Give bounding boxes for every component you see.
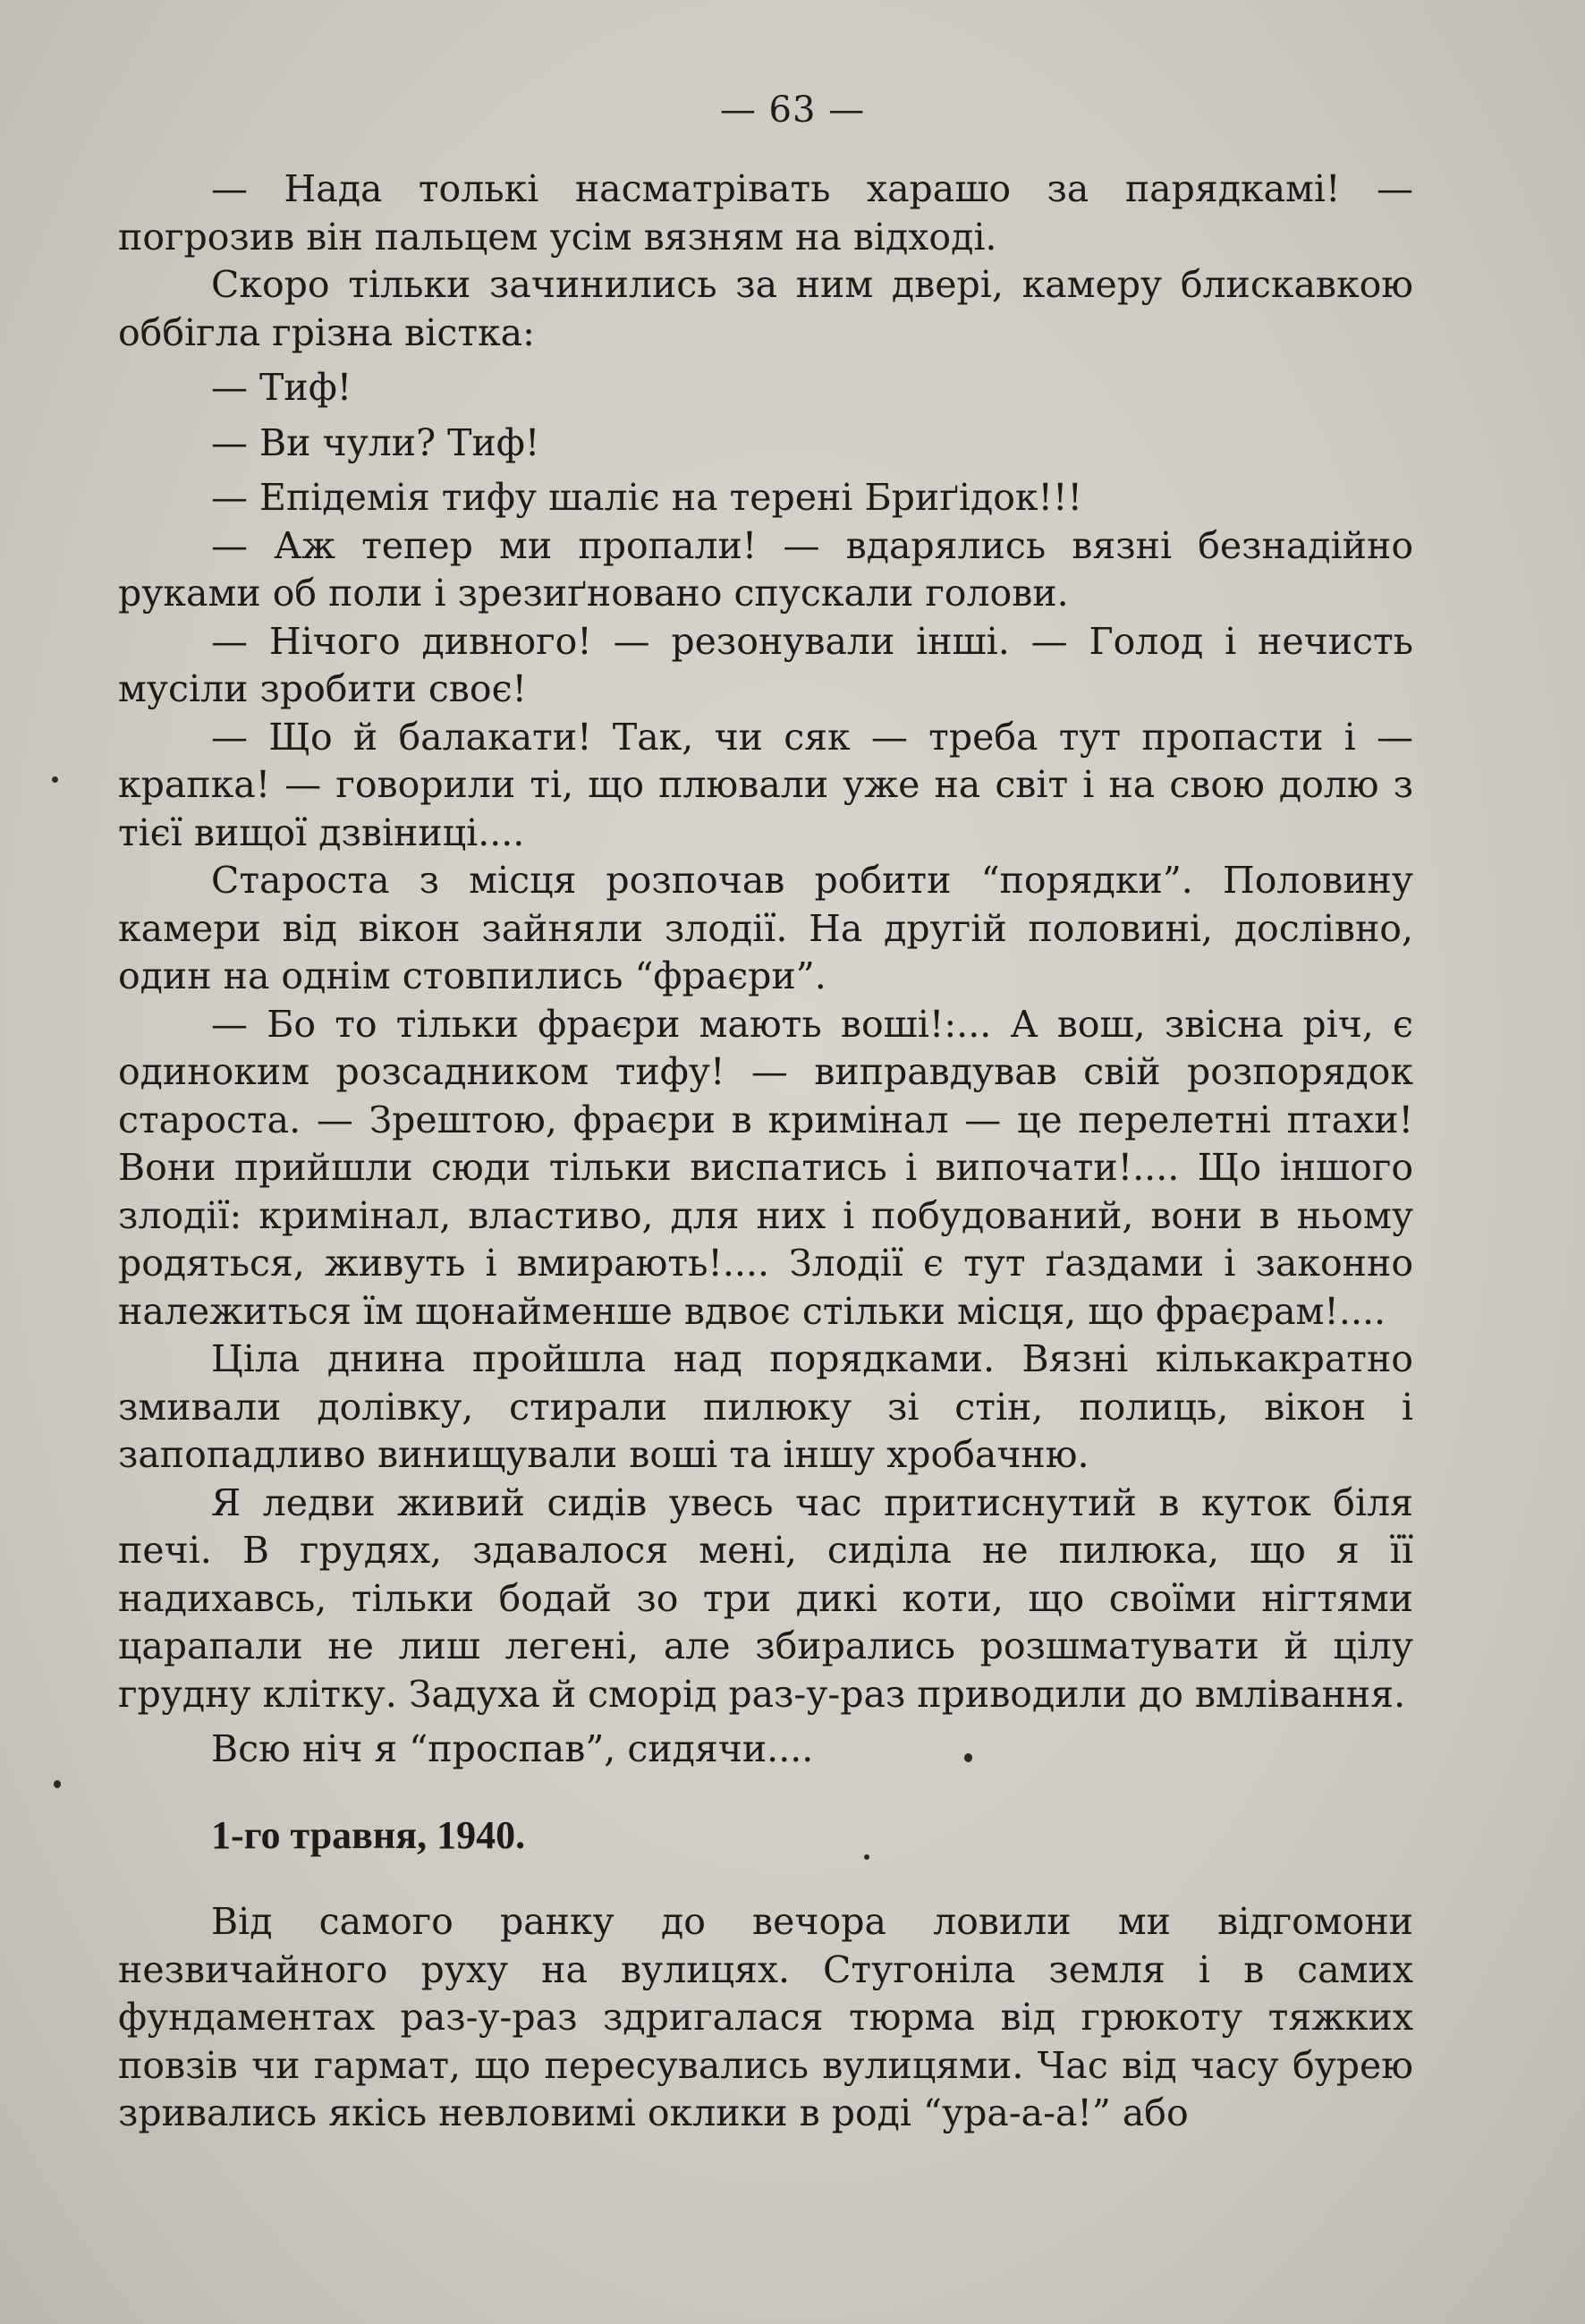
paragraph: Я ледви живий сидів увесь час притиснутий в куток біля печі. В грудях, здавалося мені, сиділа не пилюка, що я її надихавсь, тільки бодай зо три дикі коти, що своїми нігтями царапали не лиш легені, але збирались розшматувати й цілу грудну клітку. Задуха й сморід раз-у-раз приводили до вмлівання. [118,1480,1413,1716]
paragraph: — Тиф! [211,366,352,409]
paragraph: — Ви чули? Тиф! [211,420,540,464]
paragraph: Ціла днина пройшла над порядками. Вязні кількакратно змивали долівку, стирали пилюку зі стін, полиць, вікон і запопадливо винищували воші та іншу хробачню. [118,1337,1413,1476]
paragraph: — Нада толькі насматрівать харашо за парядкамі! — погрозив він пальцем усім вязням на відході. [118,167,1413,259]
section-heading: 1-го травня, 1940. [211,1812,526,1857]
paragraph: Скоро тільки зачинились за ним двері, камеру блискавкою оббігла грізна вістка: [118,263,1413,354]
paragraph: — Нічого дивного! — резонували інші. — Голод і нечисть мусіли зробити своє! [118,619,1413,710]
paragraph: Всю ніч я “проспав”, сидячи.... [211,1727,814,1770]
paragraph: — Бо то тільки фраєри мають воші!:... А вош, звісна річ, є одиноким розсадником тифу! — виправдував свій розпорядок староста. — Зрештою, фраєри в кримінал — це перелетні птахи! Вони прийшли сюди тільки виспатись і випочати!.... Що іншого злодії: кримінал, властиво, для них і побудований, вони в ньому родяться, живуть і вмирають!.... Злодії є тут ґаздами і законно належиться їм щонайменше вдвоє стільки місця, що фраєрам!.... [118,1002,1413,1333]
print-speck [54,1780,61,1788]
paragraph: — Епідемія тифу шаліє на терені Бриґідок!!! [211,476,1082,519]
paragraph: — Аж тепер ми пропали! — вдарялись вязні безнадійно руками об поли і зрезиґновано спускали голови. [118,523,1413,615]
paragraph: Від самого ранку до вечора ловили ми відгомони незвичайного руху на вулицях. Стугоніла земля і в самих фундаментах раз-у-раз здригалася тюрма від грюкоту тяжких повзів чи гармат, що пересувались вулицями. Час від часу бурею зривались якісь невловимі оклики в роді “ура-а-а!” або [118,1900,1413,2134]
paragraph: Староста з місця розпочав робити “порядки”. Половину камери від вікон зайняли злодії. На другій половині, дослівно, один на однім стовпились “фраєри”. [118,859,1413,997]
print-speck [864,1854,869,1860]
print-speck [964,1753,972,1762]
body-text [118,165,1413,2138]
page-number: — 63 — [719,89,866,131]
paragraph: — Що й балакати! Так, чи сяк — треба тут пропасти і — крапка! — говорили ті, що плювали уже на світ і на свою долю з тієї вищої дзвіниці.... [118,715,1413,854]
print-speck [52,776,58,783]
